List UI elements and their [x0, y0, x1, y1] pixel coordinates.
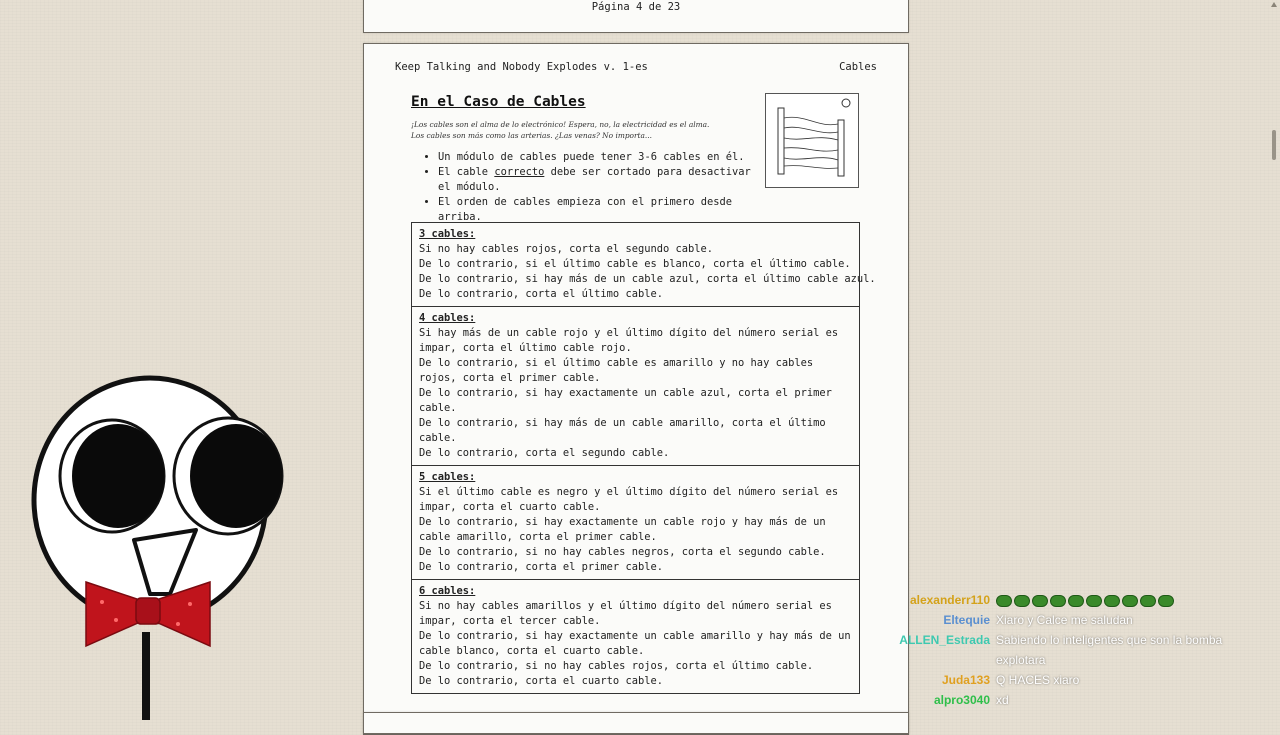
- page-footer: Página 4 de 23: [591, 1, 681, 13]
- rules-section-6-wires: [412, 579, 859, 693]
- chat-message: [880, 690, 1270, 710]
- page-title: En el Caso de Cables: [411, 94, 586, 110]
- emote-row: [996, 590, 1176, 610]
- wire-module-icon: [766, 94, 858, 187]
- section-heading: 6 cables:: [419, 585, 476, 597]
- rule-line: Si el último cable es negro y el último dígito del número serial es impar, corta el cuarto cable.: [419, 486, 839, 513]
- rule-line: De lo contrario, corta el último cable.: [419, 288, 663, 300]
- rule-line: Si hay más de un cable rojo y el último dígito del número serial es impar, corta el último cable rojo.: [419, 327, 839, 354]
- chat-username[interactable]: Eltequie: [943, 613, 990, 627]
- pickle-emote-icon: [1086, 595, 1102, 607]
- scrollbar-thumb[interactable]: [1272, 130, 1276, 160]
- chat-message: [880, 610, 1270, 630]
- pickle-emote-icon: [1014, 595, 1030, 607]
- pickle-emote-icon: [1068, 595, 1084, 607]
- pickle-emote-icon: [1032, 595, 1048, 607]
- rule-line: De lo contrario, si hay exactamente un cable rojo y hay más de un cable amarillo, corta el primer cable.: [419, 516, 826, 543]
- rule-line: De lo contrario, corta el cuarto cable.: [419, 675, 663, 687]
- chat-username[interactable]: Juda133: [941, 673, 990, 687]
- chat-username[interactable]: alexanderr110: [909, 593, 990, 607]
- rule-line: Si no hay cables amarillos y el último dígito del número serial es impar, corta el tercer cable.: [419, 600, 832, 627]
- manual-section-name: Cables: [839, 61, 877, 73]
- pickle-emote-icon: [996, 595, 1012, 607]
- note-item: [438, 195, 758, 225]
- pickle-emote-icon: [1050, 595, 1066, 607]
- pickle-emote-icon: [1104, 595, 1120, 607]
- scroll-up-arrow-icon[interactable]: [1271, 2, 1277, 7]
- section-heading: 3 cables:: [419, 228, 476, 240]
- note-item: [438, 150, 758, 165]
- manual-page: [363, 43, 909, 735]
- chat-text: Sabiendo lo inteligentes que son la bomba explotara: [996, 633, 1223, 667]
- note-text: Un módulo de cables puede tener 3-6 cables en él.: [438, 151, 745, 163]
- rule-line: Si no hay cables rojos, corta el segundo cable.: [419, 243, 714, 255]
- chat-text: xd: [996, 693, 1009, 707]
- chat-message: [880, 670, 1270, 690]
- section-heading: 4 cables:: [419, 312, 476, 324]
- note-emphasis: correcto: [494, 166, 545, 178]
- pickle-emote-icon: [1158, 595, 1174, 607]
- flavor-text: [411, 119, 751, 141]
- rule-line: De lo contrario, si hay más de un cable amarillo, corta el último cable.: [419, 417, 826, 444]
- note-text: El cable: [438, 166, 495, 178]
- chat-text: Q HACES xiaro: [996, 673, 1080, 687]
- chat-message: [880, 590, 1270, 610]
- previous-page: [363, 0, 909, 33]
- streamer-avatar: [28, 372, 288, 720]
- flavor-line: Los cables son más como las arterias. ¿Las venas? No importa...: [411, 131, 652, 140]
- module-notes: [422, 150, 758, 225]
- chat-text: Xiaro y Calce me saludan: [996, 613, 1133, 627]
- note-text: El orden de cables empieza con el primero desde arriba.: [438, 196, 733, 223]
- rule-line: De lo contrario, si hay más de un cable azul, corta el último cable azul.: [419, 273, 876, 285]
- rule-line: De lo contrario, si hay exactamente un cable amarillo y hay más de un cable blanco, corta el cuarto cable.: [419, 630, 851, 657]
- pickle-emote-icon: [1122, 595, 1138, 607]
- rule-line: De lo contrario, si el último cable es amarillo y no hay cables rojos, corta el primer cable.: [419, 357, 814, 384]
- rules-section-5-wires: [412, 465, 859, 579]
- rule-line: De lo contrario, corta el segundo cable.: [419, 447, 670, 459]
- manual-header-title: Keep Talking and Nobody Explodes v. 1-es: [395, 61, 648, 73]
- note-item: [438, 165, 758, 195]
- rules-table: [411, 222, 876, 694]
- chat-username[interactable]: ALLEN_Estrada: [899, 633, 990, 647]
- rules-section-4-wires: [412, 306, 859, 465]
- pickle-emote-icon: [1140, 595, 1156, 607]
- flavor-line: ¡Los cables son el alma de lo electrónico! Espera, no, la electricidad es el alma.: [411, 120, 710, 129]
- wire-module-illustration: [765, 93, 859, 188]
- rule-line: De lo contrario, si hay exactamente un cable azul, corta el primer cable.: [419, 387, 832, 414]
- vertical-scrollbar[interactable]: [1270, 0, 1278, 720]
- rule-line: De lo contrario, si no hay cables negros, corta el segundo cable.: [419, 546, 826, 558]
- chat-username[interactable]: alpro3040: [933, 693, 990, 707]
- rule-line: De lo contrario, si no hay cables rojos, corta el último cable.: [419, 660, 814, 672]
- rules-section-3-wires: [412, 223, 876, 306]
- cartoon-face-icon: [28, 372, 288, 720]
- stream-chat: [880, 590, 1270, 710]
- chat-message: [880, 630, 1270, 670]
- rule-line: De lo contrario, si el último cable es blanco, corta el último cable.: [419, 258, 851, 270]
- rule-line: De lo contrario, corta el primer cable.: [419, 561, 663, 573]
- section-heading: 5 cables:: [419, 471, 476, 483]
- next-page: [363, 712, 909, 734]
- note-text: debe ser cortado para desactivar el módulo.: [438, 166, 751, 193]
